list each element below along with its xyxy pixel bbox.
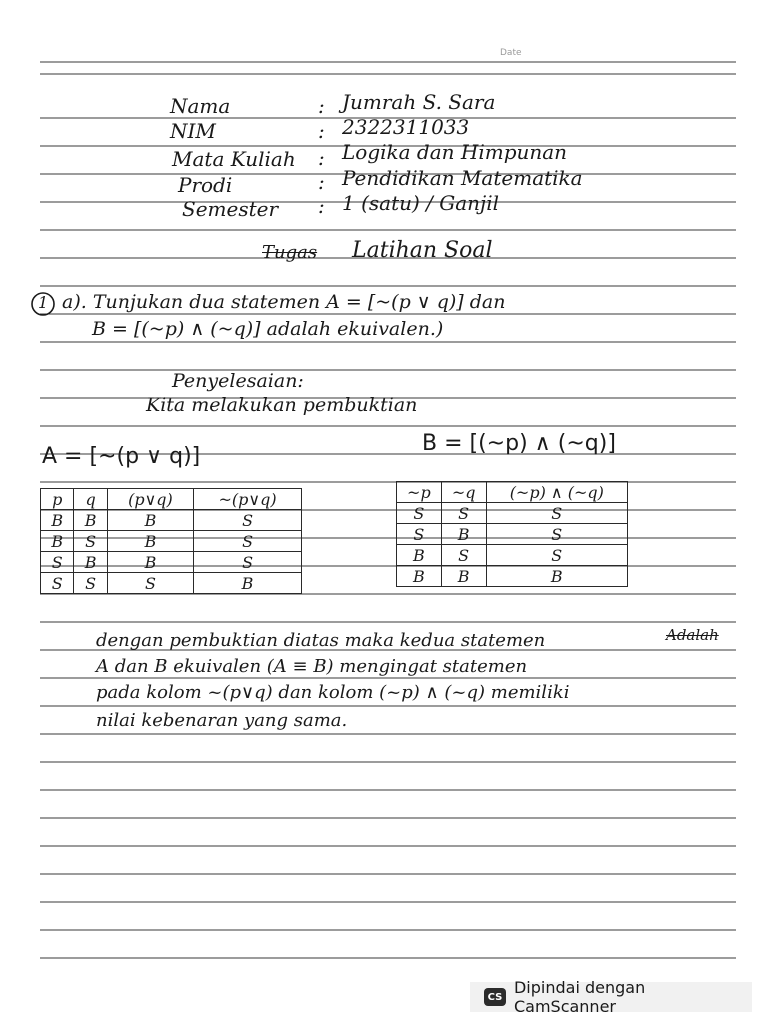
table-header-cell: ~p — [397, 482, 442, 503]
table-cell: B — [397, 566, 442, 587]
table-cell: B — [107, 531, 193, 552]
table-cell: S — [41, 573, 74, 594]
table-cell: S — [486, 503, 627, 524]
table-cell: S — [74, 573, 107, 594]
table-row — [41, 573, 302, 594]
table-cell: S — [74, 531, 107, 552]
header-label-prodi: Prodi — [178, 173, 233, 197]
table-cell: B — [486, 566, 627, 587]
header-label-mata-kuliah: Mata Kuliah — [172, 147, 296, 171]
table-cell: B — [441, 524, 486, 545]
table-header-row — [397, 482, 628, 503]
date-label: Date — [500, 48, 522, 58]
table-cell: S — [41, 552, 74, 573]
table-row — [397, 566, 628, 587]
header-value-mata-kuliah: Logika dan Himpunan — [342, 140, 568, 164]
table-cell: B — [74, 552, 107, 573]
table-cell: B — [41, 531, 74, 552]
header-colon: : — [318, 194, 325, 218]
scanner-watermark-text: Dipindai dengan CamScanner — [513, 978, 646, 1016]
header-colon: : — [318, 146, 325, 170]
header-label-nama: Nama — [170, 94, 231, 118]
conclusion-line-3: pada kolom ~(p∨q) dan kolom (~p) ∧ (~q) memiliki — [96, 682, 570, 703]
camscanner-logo-icon: CS — [484, 988, 506, 1006]
question-number: 1 — [38, 293, 49, 312]
table-cell: B — [107, 510, 193, 531]
header-value-semester: 1 (satu) / Ganjil — [342, 191, 500, 215]
table-cell: B — [41, 510, 74, 531]
table-cell: B — [107, 552, 193, 573]
header-label-semester: Semester — [182, 197, 279, 221]
table-cell: S — [486, 524, 627, 545]
task-struck-word: Tugas — [262, 242, 318, 263]
table-header-cell: (p∨q) — [107, 489, 193, 510]
header-colon: : — [318, 94, 325, 118]
table-cell: S — [397, 524, 442, 545]
table-cell: S — [486, 545, 627, 566]
truth-table-a — [40, 488, 302, 594]
table-cell: B — [194, 573, 302, 594]
table-cell: B — [441, 566, 486, 587]
table-row — [397, 503, 628, 524]
table-header-row — [41, 489, 302, 510]
header-value-nama: Jumrah S. Sara — [342, 90, 496, 114]
table-cell: S — [194, 552, 302, 573]
table-row — [397, 545, 628, 566]
solution-intro: Kita melakukan pembuktian — [146, 394, 418, 416]
conclusion-struck-word: Adalah — [666, 626, 719, 644]
table-header-cell: p — [41, 489, 74, 510]
conclusion-line-4: nilai kebenaran yang sama. — [96, 710, 348, 731]
table-cell: B — [397, 545, 442, 566]
conclusion-line-2: A dan B ekuivalen (A ≡ B) mengingat statemen — [96, 656, 528, 677]
table-header-cell: ~q — [441, 482, 486, 503]
header-value-nim: 2322311033 — [342, 115, 470, 139]
truth-table-b — [396, 481, 628, 587]
table-header-cell: q — [74, 489, 107, 510]
table-cell: S — [441, 503, 486, 524]
header-value-prodi: Pendidikan Matematika — [342, 166, 583, 190]
table-cell: S — [194, 531, 302, 552]
header-colon: : — [318, 170, 325, 194]
table-row — [41, 531, 302, 552]
table-row — [397, 524, 628, 545]
task-title: Latihan Soal — [352, 238, 493, 263]
table-row — [41, 552, 302, 573]
table-header-cell: ~(p∨q) — [194, 489, 302, 510]
formula-b: B = [(~p) ∧ (~q)] — [422, 431, 616, 456]
table-header-cell: (~p) ∧ (~q) — [486, 482, 627, 503]
header-label-nim: NIM — [170, 119, 216, 143]
table-cell: S — [194, 510, 302, 531]
table-cell: S — [441, 545, 486, 566]
header-colon: : — [318, 119, 325, 143]
conclusion-line-1: dengan pembuktian diatas maka kedua statemen — [96, 630, 546, 651]
table-cell: S — [397, 503, 442, 524]
table-cell: S — [107, 573, 193, 594]
formula-a: A = [~(p ∨ q)] — [42, 444, 201, 469]
question-line-2: B = [(~p) ∧ (~q)] adalah ekuivalen.) — [92, 318, 444, 340]
table-row — [41, 510, 302, 531]
question-line-1: a). Tunjukan dua statemen A = [~(p ∨ q)] dan — [62, 291, 506, 313]
solution-heading: Penyelesaian: — [172, 370, 304, 392]
scanner-watermark — [470, 978, 752, 1016]
table-cell: B — [74, 510, 107, 531]
